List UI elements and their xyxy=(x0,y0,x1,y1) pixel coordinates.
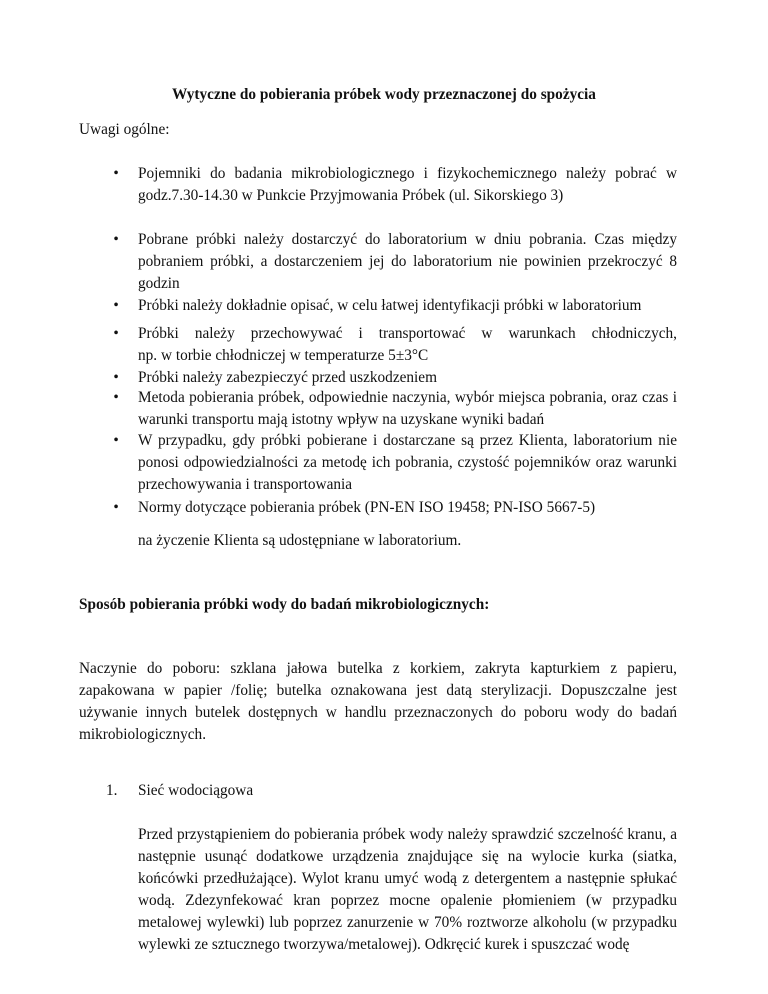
bullet-icon: • xyxy=(113,432,119,449)
item-number: 1. xyxy=(106,782,118,799)
bullet-icon: • xyxy=(113,297,119,314)
list-item xyxy=(113,323,677,367)
bullet-icon: • xyxy=(113,389,119,406)
list-item-text: W przypadku, gdy próbki pobierane i dostarczane są przez Klienta, laboratorium nie ponosi odpowiedzialności za metodę ich pobrania, czystość pojemników oraz warunki przechowywania i transportowania xyxy=(138,432,677,493)
bullet-icon: • xyxy=(113,369,119,386)
list-item-text: Metoda pobierania próbek, odpowiednie naczynia, wybór miejsca pobrania, oraz czas i warunki transportu mają istotny wpływ na uzyskane wyniki badań xyxy=(138,389,677,428)
bullet-note: na życzenie Klienta są udostępniane w laboratorium. xyxy=(138,532,462,549)
list-item-text: Pobrane próbki należy dostarczyć do laboratorium w dniu pobrania. Czas między pobraniem próbki, a dostarczeniem jej do laboratorium nie powinien przekroczyć 8 godzin xyxy=(138,231,677,292)
document-title: Wytyczne do pobierania próbek wody przeznaczonej do spożycia xyxy=(172,86,596,103)
list-item xyxy=(113,229,677,295)
list-item xyxy=(113,497,677,519)
list-item-text: Normy dotyczące pobierania próbek (PN-EN ISO 19458; PN-ISO 5667-5) xyxy=(138,499,596,516)
item-title-text: Sieć wodociągowa xyxy=(138,782,254,799)
paragraph: Naczynie do poboru: szklana jałowa butelka z korkiem, zakryta kapturkiem z papieru, zapakowana w papier /folię; butelka oznakowana jest datą sterylizacji. Dopuszczalne jest używanie innych butelek dostępnych w handlu przeznaczonych do poboru wody do badań mikrobiologicznych. xyxy=(79,660,677,743)
list-item-text: Pojemniki do badania mikrobiologicznego i fizykochemicznego należy pobrać w godz.7.30-14.30 w Punkcie Przyjmowania Próbek (ul. Sikorskiego 3) xyxy=(138,165,677,204)
numbered-item-body: Przed przystąpieniem do pobierania próbek wody należy sprawdzić szczelność kranu, a następnie usunąć dodatkowe urządzenia znajdujące się na wylocie kurka (siatka, końcówki przedłużające). Wylot kranu umyć wodą z detergentem a następnie spłukać wodą. Zdezynfekować kran poprzez mocne opalenie płomieniem (w przypadku metalowej wylewki) lub poprzez zanurzenie w 70% roztworze alkoholu (w przypadku wylewki ze sztucznego tworzywa/metalowej). Odkręcić kurek i spuszczać wodę xyxy=(138,826,677,953)
section-heading: Sposób pobierania próbki wody do badań mikrobiologicznych: xyxy=(79,596,490,613)
list-item-text: Próbki należy przechowywać i transportować w warunkach chłodniczych, xyxy=(138,325,677,342)
numbered-item-title xyxy=(106,780,253,802)
bullet-icon: • xyxy=(113,165,119,182)
bullet-icon: • xyxy=(113,231,119,248)
list-item-text: Próbki należy dokładnie opisać, w celu łatwej identyfikacji próbki w laboratorium xyxy=(138,297,642,314)
list-item xyxy=(113,387,677,431)
list-item xyxy=(113,430,677,496)
bullet-icon: • xyxy=(113,499,119,516)
list-item xyxy=(113,295,677,317)
list-item-text: Próbki należy zabezpieczyć przed uszkodzeniem xyxy=(138,369,437,386)
list-item-text-continued: np. w torbie chłodniczej w temperaturze 5±3°C xyxy=(138,347,429,364)
list-item xyxy=(113,367,677,389)
general-notes-heading: Uwagi ogólne: xyxy=(79,121,170,138)
bullet-icon: • xyxy=(113,325,119,342)
list-item xyxy=(113,163,677,207)
